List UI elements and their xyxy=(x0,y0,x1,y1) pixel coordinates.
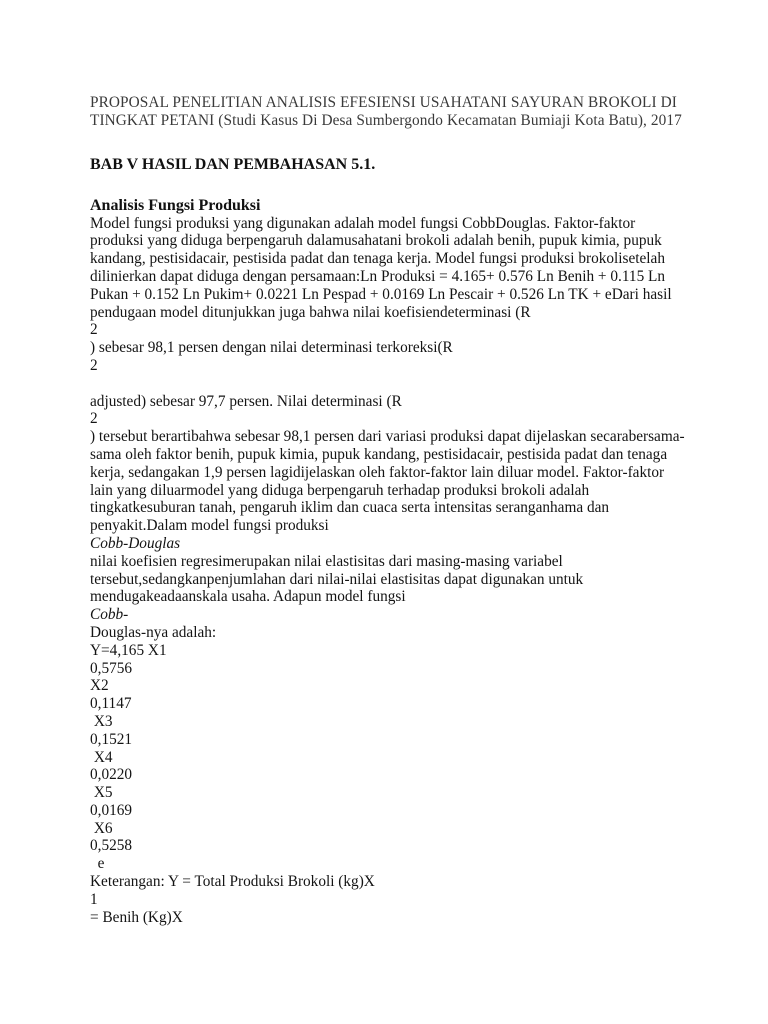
body-line: 2 xyxy=(90,321,98,339)
body-text xyxy=(90,215,690,927)
document-page xyxy=(90,94,690,926)
body-line: pendugaan model ditunjukkan juga bahwa nilai koefisiendeterminasi (R xyxy=(90,303,531,321)
body-line: 1 xyxy=(90,890,98,908)
body-line: produksi yang diduga berpengaruh dalamusahatani brokoli adalah benih, pupuk kimia, pupuk xyxy=(90,232,662,250)
body-line: 2 xyxy=(90,356,98,374)
body-line: mendugakeadaanskala usaha. Adapun model fungsi xyxy=(90,588,406,606)
body-line: e xyxy=(90,855,105,873)
chapter-heading: BAB V HASIL DAN PEMBAHASAN 5.1. xyxy=(90,155,376,173)
body-line: Keterangan: Y = Total Produksi Brokoli (kg)X xyxy=(90,873,375,891)
body-line: tingkatkesuburan tanah, pengaruh iklim dan cuaca serta intensitas seranganhama dan xyxy=(90,499,610,517)
body-line: Model fungsi produksi yang digunakan adalah model fungsi CobbDouglas. Faktor-faktor xyxy=(90,214,636,232)
body-line: ) sebesar 98,1 persen dengan nilai determinasi terkoreksi(R xyxy=(90,339,453,357)
body-line: 0,5258 xyxy=(90,837,133,855)
body-line: 0,1147 xyxy=(90,695,132,713)
body-line: dilinierkan dapat diduga dengan persamaan:Ln Produksi = 4.165+ 0.576 Ln Benih + 0.115 Ln xyxy=(90,267,666,285)
body-line: X5 xyxy=(90,784,113,802)
body-line: penyakit.Dalam model fungsi produksi xyxy=(90,517,329,535)
body-line: = Benih (Kg)X xyxy=(90,908,183,926)
body-line xyxy=(90,375,690,393)
body-line: adjusted) sebesar 97,7 persen. Nilai determinasi (R xyxy=(90,392,402,410)
body-line: Cobb- xyxy=(90,606,129,624)
body-line: 0,1521 xyxy=(90,730,133,748)
body-line: Cobb-Douglas xyxy=(90,534,181,552)
body-line: Douglas-nya adalah: xyxy=(90,623,217,641)
body-line: nilai koefisien regresimerupakan nilai elastisitas dari masing-masing variabel xyxy=(90,552,563,570)
body-line: X3 xyxy=(90,712,113,730)
body-line: ) tersebut berartibahwa sebesar 98,1 persen dari variasi produksi dapat dijelaskan secarabersama- xyxy=(90,428,685,446)
body-line: sama oleh faktor benih, pupuk kimia, pupuk kandang, pestisidacair, pestisida padat dan tenaga xyxy=(90,445,668,463)
body-line: X2 xyxy=(90,677,109,695)
body-line: Y=4,165 X1 xyxy=(90,641,167,659)
body-line: Pukan + 0.152 Ln Pukim+ 0.0221 Ln Pespad + 0.0169 Ln Pescair + 0.526 Ln TK + eDari hasil xyxy=(90,285,672,303)
document-title-line: PROPOSAL PENELITIAN ANALISIS EFESIENSI USAHATANI SAYURAN BROKOLI DI xyxy=(90,94,677,111)
document-title-line: TINGKAT PETANI (Studi Kasus Di Desa Sumbergondo Kecamatan Bumiaji Kota Batu), 2017 xyxy=(90,111,682,129)
body-line: X6 xyxy=(90,819,113,837)
body-line: 0,0169 xyxy=(90,801,133,819)
body-line: 0,5756 xyxy=(90,659,133,677)
body-line: tersebut,sedangkanpenjumlahan dari nilai-nilai elastisitas dapat digunakan untuk xyxy=(90,570,584,588)
body-line: kerja, sedangakan 1,9 persen lagidijelaskan oleh faktor-faktor lain diluar model. Faktor-faktor xyxy=(90,463,665,481)
document-title xyxy=(90,94,690,130)
section-heading: Analisis Fungsi Produksi xyxy=(90,196,261,214)
body-line: kandang, pestisidacair, pestisida padat dan tenaga kerja. Model fungsi produksi brokolisetelah xyxy=(90,250,665,268)
body-line: 2 xyxy=(90,410,98,428)
body-line: 0,0220 xyxy=(90,766,133,784)
body-line: lain yang diluarmodel yang diduga berpengaruh terhadap produksi brokoli adalah xyxy=(90,481,590,499)
body-line: X4 xyxy=(90,748,113,766)
